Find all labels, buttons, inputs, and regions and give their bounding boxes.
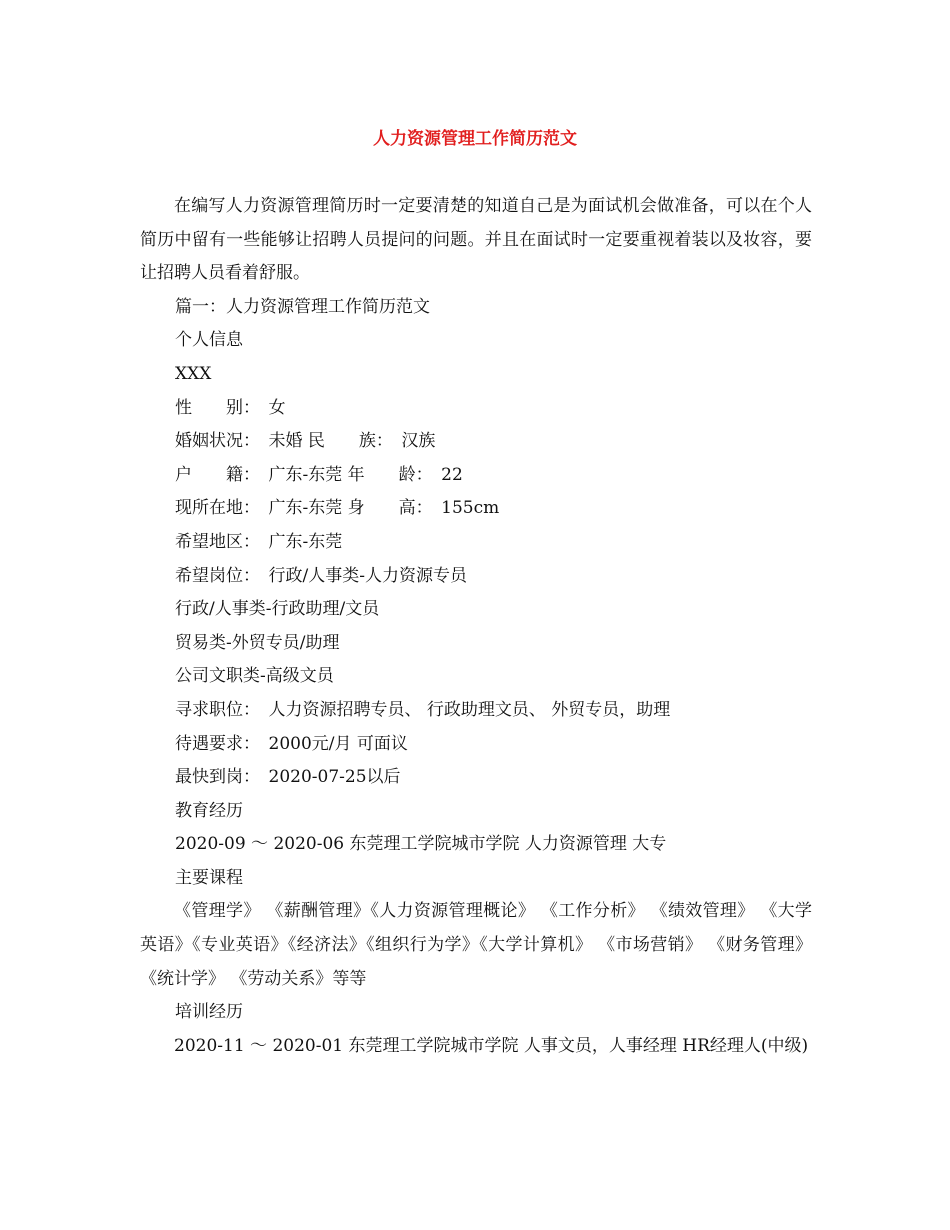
training-paragraph: 2020-11 ～ 2020-01 东莞理工学院城市学院 人事文员，人事经理 HR经理人(中级) xyxy=(174,1035,809,1056)
intro-paragraph: 在编写人力资源管理简历时一定要清楚的知道自己是为面试机会做准备，可以在个人简历中留有一些能够让招聘人员提问的问题。并且在面试时一定要重视着装以及妆容，要让招聘人员看着舒服。 xyxy=(140,196,812,284)
resume-line: 希望岗位： 行政/人事类-人力资源专员 xyxy=(175,565,467,586)
resume-line: 性 别： 女 xyxy=(175,397,286,418)
resume-line: 个人信息 xyxy=(175,330,243,351)
resume-line: 2020-09 ～ 2020-06 东莞理工学院城市学院 人力资源管理 大专 xyxy=(175,834,667,855)
resume-line: 行政/人事类-行政助理/文员 xyxy=(175,599,380,620)
resume-line: 贸易类-外贸专员/助理 xyxy=(175,632,340,653)
resume-line: 寻求职位： 人力资源招聘专员、 行政助理文员、 外贸专员，助理 xyxy=(175,699,671,720)
resume-line: 现所在地： 广东-东莞 身 高： 155cm xyxy=(175,498,500,519)
resume-line: 户 籍： 广东-东莞 年 龄： 22 xyxy=(175,464,463,485)
resume-line: 主要课程 xyxy=(175,867,243,888)
document-body xyxy=(140,190,812,1063)
courses-paragraph: 《管理学》 《薪酬管理》《人力资源管理概论》 《工作分析》 《绩效管理》 《大学英语》《专业英语》《经济法》《组织行为学》《大学计算机》 《市场营销》 《财务管理》《统计学》 《劳动关系》等等 xyxy=(140,901,812,989)
resume-lines xyxy=(140,291,812,896)
resume-line: 待遇要求： 2000元/月 可面议 xyxy=(175,733,408,754)
document-title: 人力资源管理工作简历范文 xyxy=(373,129,577,149)
resume-line: 婚姻状况： 未婚 民 族： 汉族 xyxy=(175,431,436,452)
resume-line: XXX xyxy=(175,363,212,384)
training-heading: 培训经历 xyxy=(175,1002,243,1023)
resume-line: 公司文职类-高级文员 xyxy=(175,666,334,687)
resume-line: 教育经历 xyxy=(175,800,243,821)
resume-line: 希望地区： 广东-东莞 xyxy=(175,531,343,552)
resume-line: 最快到岗： 2020-07-25以后 xyxy=(175,767,401,788)
resume-line: 篇一：人力资源管理工作简历范文 xyxy=(175,296,430,317)
